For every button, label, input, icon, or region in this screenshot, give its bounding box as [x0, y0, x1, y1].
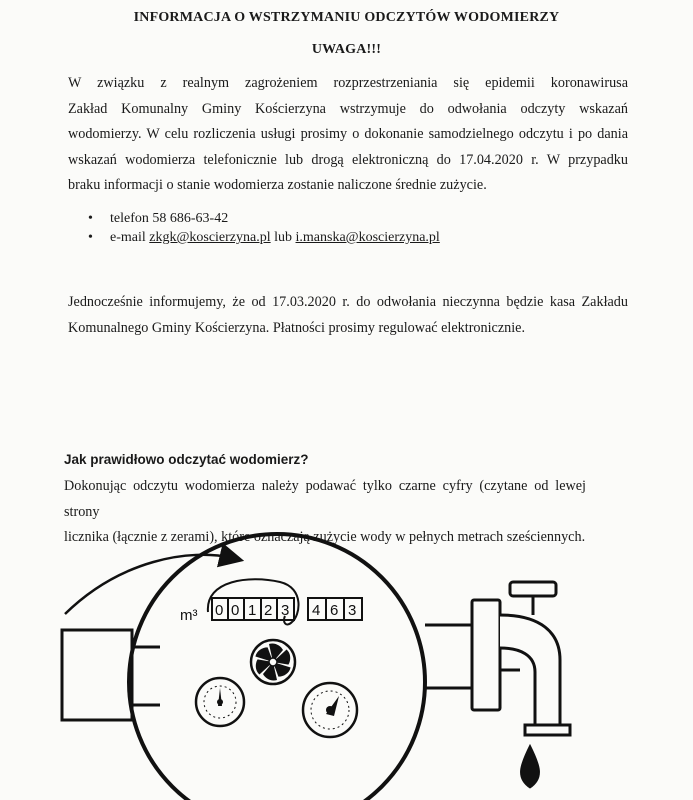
howto-heading: Jak prawidłowo odczytać wodomierz? [64, 452, 309, 467]
contact-phone: telefon 58 686-63-42 [110, 211, 229, 226]
contact-email-item [88, 228, 440, 247]
warning-heading: UWAGA!!! [311, 42, 382, 57]
red-digit: 3 [348, 602, 357, 619]
water-drop-icon [521, 745, 540, 788]
black-digit: 1 [248, 602, 257, 619]
black-digit: 0 [231, 602, 240, 619]
intro-paragraph [68, 71, 628, 199]
intro-line: wskazań wodomierza telefonicznie lub drogą elektroniczną do 17.04.2020 r. W przypadku [68, 151, 628, 168]
flow-indicator-wheel [251, 640, 295, 684]
contact-phone-item [88, 209, 440, 228]
bullet-icon: • [88, 211, 93, 226]
notice-line: Jednocześnie informujemy, że od 17.03.2020 r. do odwołania nieczynna będzie kasa Zakładu [68, 294, 628, 310]
small-dial-right [303, 683, 357, 737]
inlet-pipe [62, 630, 160, 720]
black-digit: 0 [215, 602, 224, 619]
red-digit: 6 [330, 602, 339, 619]
red-digit: 4 [312, 602, 321, 619]
notice-line: Komunalnego Gminy Kościerzyna. Płatności prosimy regulować elektronicznie. [68, 319, 526, 336]
email-joiner: lub [274, 230, 293, 245]
intro-line: wodomierzy. W celu rozliczenia usługi prosimy o dokonanie samodzielnego odczytu i po dania [68, 126, 628, 142]
intro-line: W związku z realnym zagrożeniem rozprzestrzeniania się epidemii koronawirusa [68, 75, 628, 91]
howto-line: Dokonując odczytu wodomierza należy podawać tylko czarne cyfry (czytane od lewej strony [64, 478, 586, 520]
contact-list [88, 209, 440, 247]
water-meter-diagram [0, 520, 693, 800]
unit-label: m³ [180, 607, 198, 624]
email-label: e-mail [110, 230, 146, 245]
black-digit: 2 [264, 602, 273, 619]
email-link-zkgk[interactable]: zkgk@koscierzyna.pl [149, 230, 271, 245]
small-dial-left [196, 678, 244, 726]
black-digit: 3 [281, 602, 290, 619]
howto-line: licznika (łącznie z zerami), które oznaczają zużycie wody w pełnych metrach sześciennych. [64, 529, 586, 545]
notice-paragraph [68, 290, 628, 341]
bullet-icon: • [88, 230, 93, 245]
document-title: INFORMACJA O WSTRZYMANIU ODCZYTÓW WODOMIERZY [133, 10, 560, 25]
intro-line: Zakład Komunalny Gminy Kościerzyna wstrzymuje do odwołania odczyty wskazań [68, 100, 628, 117]
faucet [425, 582, 570, 735]
email-link-manska[interactable]: i.manska@koscierzyna.pl [295, 230, 440, 245]
intro-line: braku informacji o stanie wodomierza zostanie naliczone średnie zużycie. [68, 177, 487, 193]
